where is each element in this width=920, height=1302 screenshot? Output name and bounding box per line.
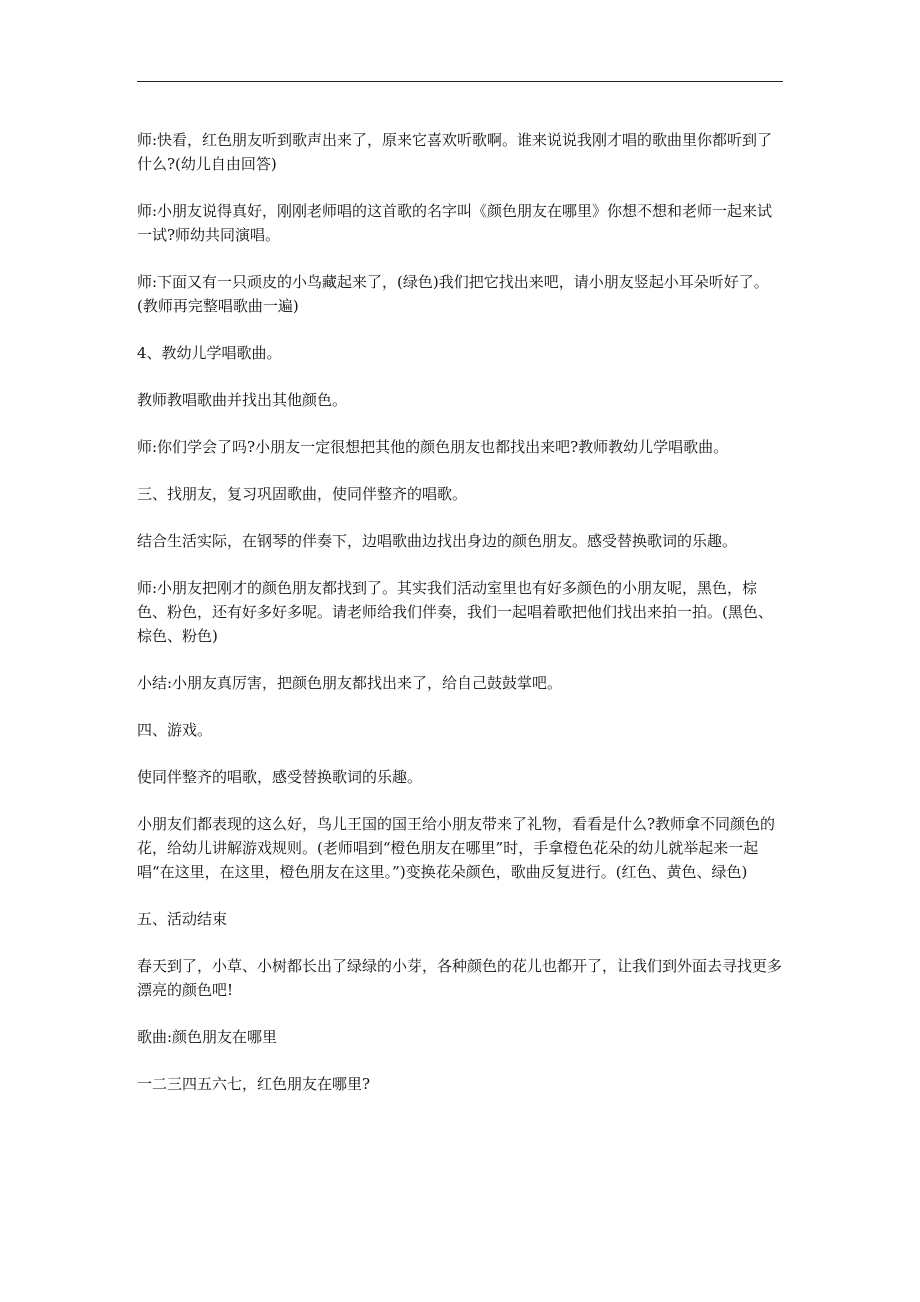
paragraph: 师:下面又有一只顽皮的小鸟藏起来了，(绿色)我们把它找出来吧，请小朋友竖起小耳朵听好了。(教师再完整唱歌曲一遍) (137, 273, 769, 315)
section-heading: 五、活动结束 (137, 910, 228, 928)
paragraph: 师:快看，红色朋友听到歌声出来了，原来它喜欢听歌啊。谁来说说我刚才唱的歌曲里你都听到了什么?(幼儿自由回答) (137, 131, 773, 173)
paragraph: 春天到了，小草、小树都长出了绿绿的小芽，各种颜色的花儿也都开了，让我们到外面去寻找更多漂亮的颜色吧! (137, 957, 783, 999)
document-body (137, 128, 787, 1119)
paragraph: 师:小朋友把刚才的颜色朋友都找到了。其实我们活动室里也有好多颜色的小朋友呢，黑色，棕色、粉色，还有好多好多呢。请老师给我们伴奏，我们一起唱着歌把他们找出来拍一拍。(黑色、棕色、粉色) (137, 579, 773, 645)
paragraph: 小结:小朋友真厉害，把颜色朋友都找出来了，给自己鼓鼓掌吧。 (137, 674, 563, 692)
section-heading: 四、游戏。 (137, 721, 213, 739)
paragraph: 师:小朋友说得真好，刚刚老师唱的这首歌的名字叫《颜色朋友在哪里》你想不想和老师一起来试一试?师幼共同演唱。 (137, 202, 773, 244)
section-heading: 三、找朋友，复习巩固歌曲，使同伴整齐的唱歌。 (137, 485, 468, 503)
song-title: 歌曲:颜色朋友在哪里 (137, 1028, 278, 1046)
paragraph: 使同伴整齐的唱歌，感受替换歌词的乐趣。 (137, 768, 423, 786)
paragraph: 结合生活实际，在钢琴的伴奏下，边唱歌曲边找出身边的颜色朋友。感受替换歌词的乐趣。 (137, 532, 738, 550)
paragraph: 小朋友们都表现的这么好，鸟儿王国的国王给小朋友带来了礼物，看看是什么?教师拿不同颜色的花，给幼儿讲解游戏规则。(老师唱到“橙色朋友在哪里”时，手拿橙色花朵的幼儿就举起来一起唱“在这里，在这里，橙色朋友在这里。”)变换花朵颜色，歌曲反复进行。(红色、黄色、绿色) (137, 815, 776, 881)
song-lyric: 一二三四五六七，红色朋友在哪里? (137, 1075, 371, 1093)
header-rule (137, 81, 783, 82)
paragraph: 教师教唱歌曲并找出其他颜色。 (137, 391, 348, 409)
section-heading: 4、教幼儿学唱歌曲。 (137, 344, 282, 362)
paragraph: 师:你们学会了吗?小朋友一定很想把其他的颜色朋友也都找出来吧?教师教幼儿学唱歌曲。 (137, 438, 729, 456)
